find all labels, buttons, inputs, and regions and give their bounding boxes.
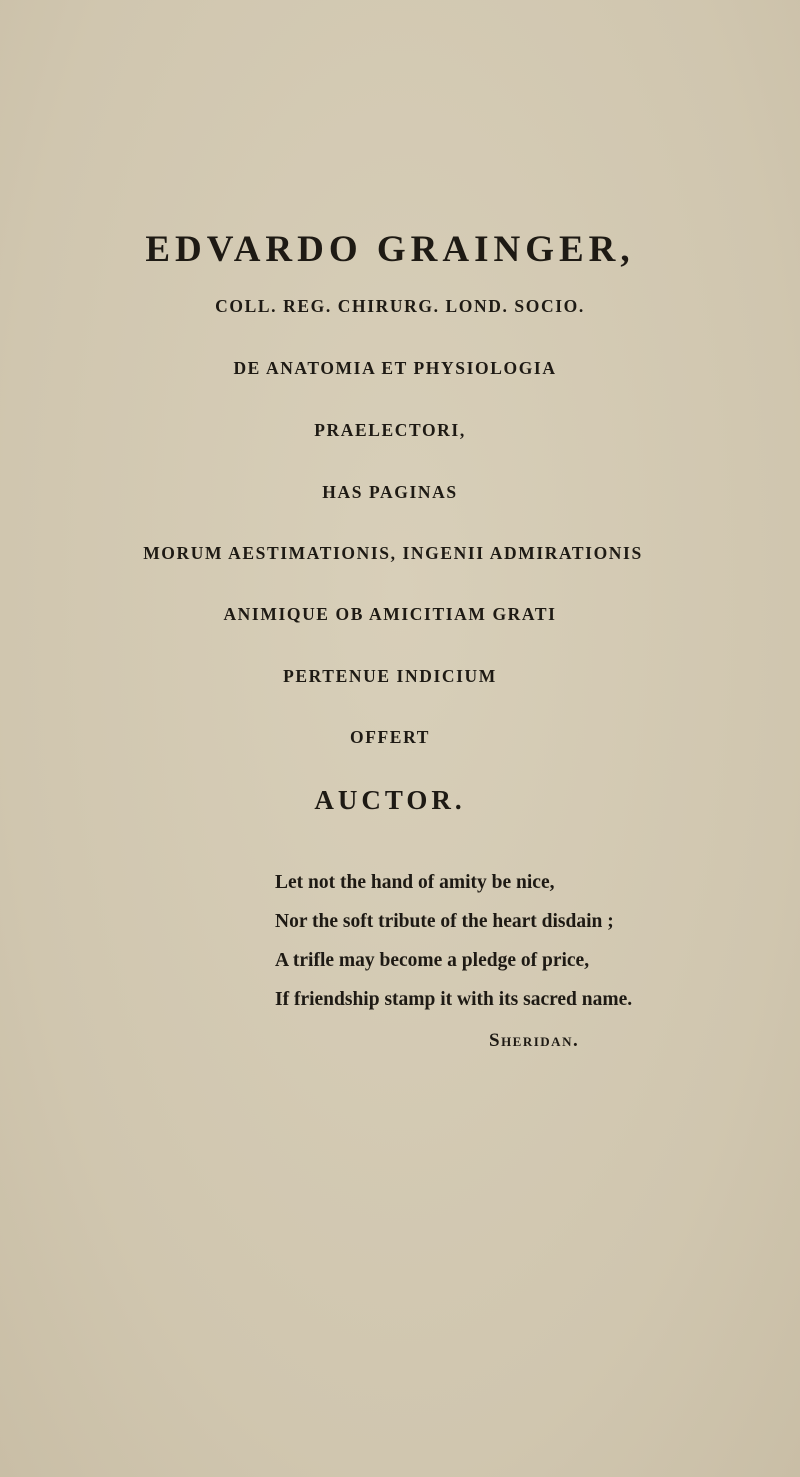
- epigraph-attribution: Sheridan.: [489, 1030, 580, 1051]
- epigraph-line: Nor the soft tribute of the heart disdain ;: [275, 911, 614, 932]
- dedication-line: PRAELECTORI,: [314, 420, 466, 440]
- dedication-line: PERTENUE INDICIUM: [283, 666, 497, 686]
- dedication-line: OFFERT: [350, 727, 430, 747]
- author-signature: AUCTOR.: [314, 785, 466, 815]
- dedication-line: ANIMIQUE OB AMICITIAM GRATI: [223, 604, 557, 624]
- dedication-line: MORUM AESTIMATIONIS, INGENII ADMIRATIONIS: [143, 543, 643, 563]
- epigraph-line: If friendship stamp it with its sacred name.: [275, 989, 633, 1010]
- dedication-line: COLL. REG. CHIRURG. LOND. SOCIO.: [215, 296, 585, 316]
- dedication-line: DE ANATOMIA ET PHYSIOLOGIA: [233, 358, 557, 378]
- epigraph-line: Let not the hand of amity be nice,: [275, 872, 555, 893]
- dedication-line: HAS PAGINAS: [322, 482, 458, 502]
- dedicatee-name: EDVARDO GRAINGER,: [145, 229, 635, 270]
- epigraph-line: A trifle may become a pledge of price,: [275, 950, 590, 971]
